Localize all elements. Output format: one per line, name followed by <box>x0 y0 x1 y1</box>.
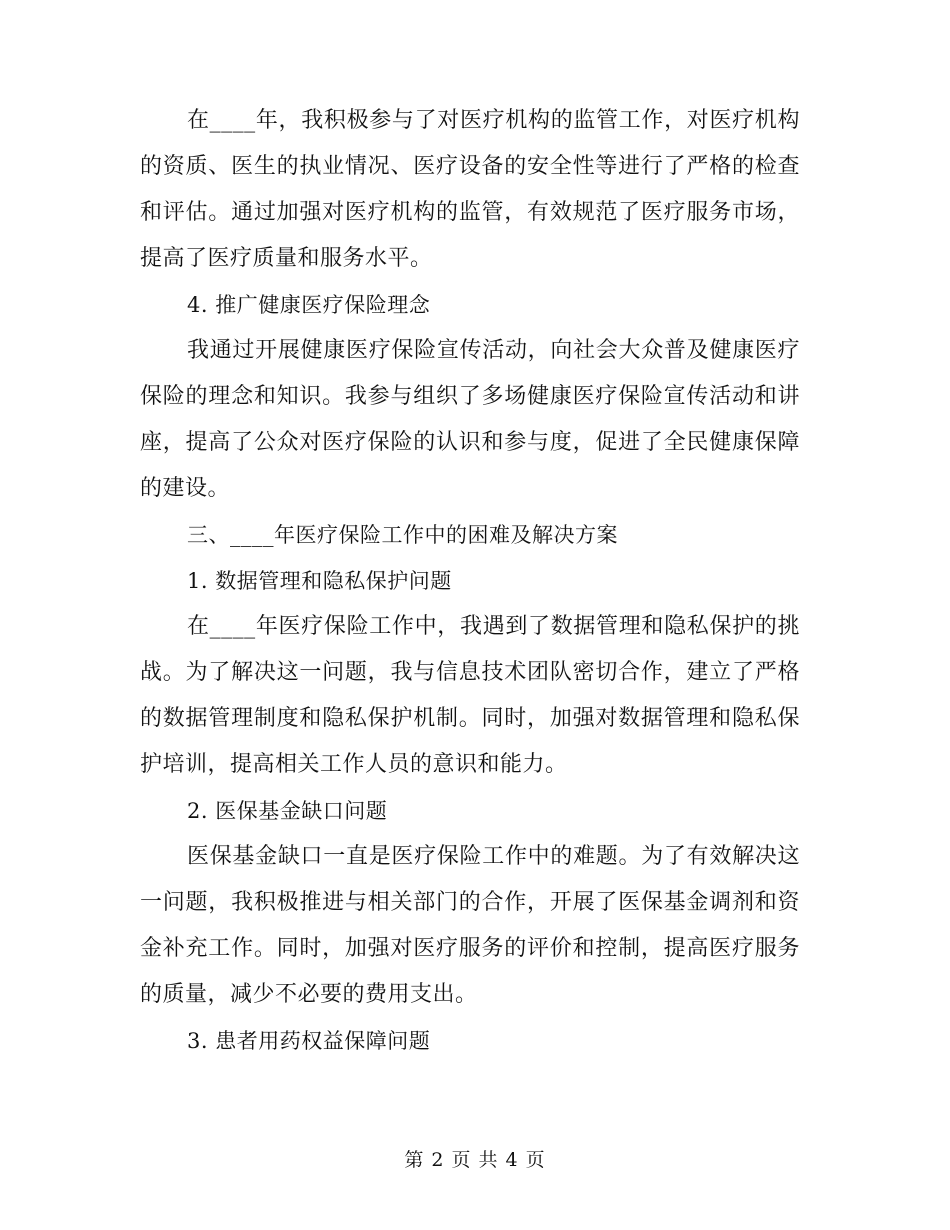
section-heading-difficulties: 三、____年医疗保险工作中的困难及解决方案 <box>187 523 618 547</box>
paragraph-fund-gap: 医保基金缺口一直是医疗保险工作中的难题。为了有效解决这一问题，我积极推进与相关部门的合作，开展了医保基金调剂和资金补充工作。同时，加强对医疗服务的评价和控制，提高医疗服务的质量，减少不必要的费用支出。 <box>140 844 800 1007</box>
heading-data-privacy: 1. 数据管理和隐私保护问题 <box>187 569 452 593</box>
paragraph-supervision: 在____年，我积极参与了对医疗机构的监管工作，对医疗机构的资质、医生的执业情况、医疗设备的安全性等进行了严格的检查和评估。通过加强对医疗机构的监管，有效规范了医疗服务市场，提高了医疗质量和服务水平。 <box>140 108 800 271</box>
paragraph-data-privacy: 在____年医疗保险工作中，我遇到了数据管理和隐私保护的挑战。为了解决这一问题，我与信息技术团队密切合作，建立了严格的数据管理制度和隐私保护机制。同时，加强对数据管理和隐私保护培训，提高相关工作人员的意识和能力。 <box>140 614 800 777</box>
heading-promote-insurance-concept: 4. 推广健康医疗保险理念 <box>187 293 431 317</box>
page-number-footer: 第 2 页 共 4 页 <box>404 1149 546 1171</box>
document-body <box>140 98 800 1064</box>
paragraph-publicity: 我通过开展健康医疗保险宣传活动，向社会大众普及健康医疗保险的理念和知识。我参与组织了多场健康医疗保险宣传活动和讲座，提高了公众对医疗保险的认识和参与度，促进了全民健康保障的建设。 <box>140 338 800 501</box>
heading-patient-medication-rights: 3. 患者用药权益保障问题 <box>187 1029 431 1053</box>
heading-fund-gap: 2. 医保基金缺口问题 <box>187 799 388 823</box>
